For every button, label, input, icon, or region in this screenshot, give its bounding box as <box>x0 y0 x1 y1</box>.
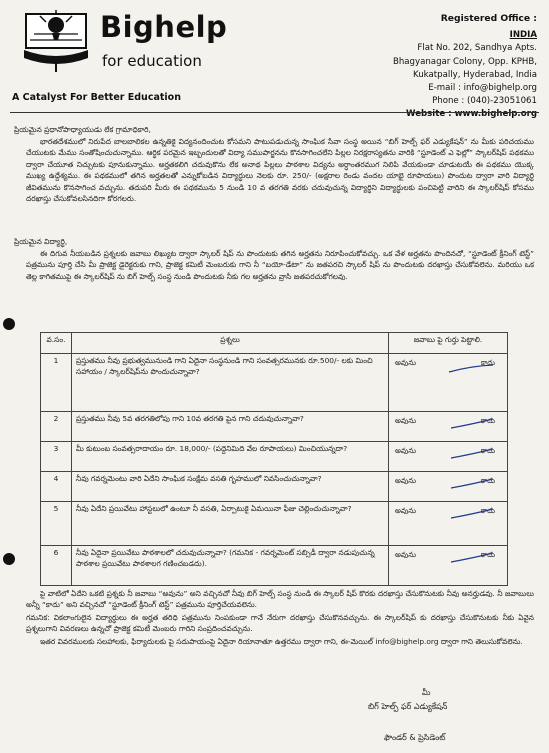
answer-cell[interactable] <box>389 354 508 412</box>
no-option[interactable]: కాదు <box>480 550 495 559</box>
table-row <box>41 472 508 502</box>
yes-option[interactable]: అవును <box>395 476 417 485</box>
table-row <box>41 412 508 442</box>
answer-cell[interactable] <box>389 502 508 546</box>
closing-word: మీ <box>422 688 431 697</box>
contact-paragraph: ఇతర వివరములకు సలహాలకు, ఫిర్యాదులకు పై సదుపాయంపై ఏదైనా రియానాతూ ఉత్తరము ద్వారా గాని, ఈ-మెయిల్ info@bighelp.org ద్వారా గాని తెలుసుకోవలెను. <box>40 637 523 646</box>
office-phone: Phone : (040)-23051061 <box>432 96 537 107</box>
brand-name: Bighelp <box>100 10 228 44</box>
punch-hole <box>3 318 15 330</box>
answer-cell[interactable] <box>389 412 508 442</box>
row-number: 2 <box>41 412 72 442</box>
yes-option[interactable]: అవును <box>395 506 417 515</box>
letterhead-divider <box>10 112 539 113</box>
yes-option[interactable]: అవును <box>395 550 417 559</box>
no-option[interactable]: కాదు <box>480 416 495 425</box>
pen-mark-icon <box>449 552 495 564</box>
pen-mark-icon <box>449 418 495 430</box>
table-row <box>41 354 508 412</box>
answer-cell[interactable] <box>389 546 508 586</box>
pen-mark-icon <box>447 364 495 374</box>
question-text: నీవు గవర్నమెంటు వారి ఏదేని సాంఘిక సంక్షేమ వసతి గృహములో నివసించుచున్నావా? <box>72 472 389 502</box>
yes-option[interactable]: అవును <box>395 358 417 367</box>
question-text: నీవు ఏదేని ప్రయివేటు హాస్టలులో ఉంటూ నీ వసతి, ఏర్పాటుకై ఏమయినా ఫీజు చెల్లించుచున్నావా? <box>72 502 389 546</box>
address-line: Kukatpally, Hyderabad, India <box>413 69 537 80</box>
table-row <box>41 502 508 546</box>
instructions-paragraph: ఈ దిగువ నీయబడిన ప్రశ్నలకు జవాబు లిఖ్యుట ద్వారా స్కాలర్ షిప్ ను పొందుటకు తగిన అర్హతను నిరూపించుకోవచ్చు. ఒక వేళ అర్హతను పొందినచో, “స్టూడెంట్ క్రీనింగ్ టెస్ట్” పత్రమును పూర్తి చేసి మీ ప్రాజెక్ట డైరెక్టరుకు గాని, ప్రాజెక్ట కమిటీ మెంబరుకు గాని నీ “బయో-డేటా” ను జతపరచి స్కాలర్ షిప్ ను పొందుటకు దరఖాస్తు చేసుకోవలెను. మరియు ఒక తెల్ల కాగితముపై ఈ స్కాలర్‌షిప్ ను బిగ్ హెల్ప్ సంస్థ నుండి పొందుటకు నీకు గల అర్హతను వ్రాసి జతపరచుకోగలవు. <box>26 249 534 281</box>
office-title: Registered Office : <box>440 13 537 24</box>
pen-mark-icon <box>449 478 495 490</box>
office-address-block <box>327 12 537 122</box>
row-number: 3 <box>41 442 72 472</box>
table-row <box>41 442 508 472</box>
row-number: 5 <box>41 502 72 546</box>
signatory-org: బిగ్ హెల్ప్ ఫర్ ఎడ్యుకేషన్ <box>368 702 448 711</box>
no-option[interactable]: కాదు <box>480 476 495 485</box>
tagline: A Catalyst For Better Education <box>12 92 181 103</box>
header-answer: జవాబు పై గుర్తు పెట్టాలి. <box>389 333 508 354</box>
office-website: Website : www.bighelp.org <box>406 109 537 120</box>
row-number: 1 <box>41 354 72 412</box>
question-text: ప్రస్తుతము నీవు 5వ తరగతిలోపు గాని 10వ తరగతి పైన గాని చదువుచున్నావా? <box>72 412 389 442</box>
table-header-row <box>41 333 508 354</box>
row-number: 4 <box>41 472 72 502</box>
brand-subtitle: for education <box>102 52 202 70</box>
header-questions: ప్రశ్నలు <box>72 333 389 354</box>
book-lamp-logo-icon <box>20 10 92 76</box>
punch-hole <box>3 553 15 565</box>
office-email: E-mail : info@bighelp.org <box>428 83 537 94</box>
no-option[interactable]: కాదు <box>480 506 495 515</box>
question-text: ప్రస్తుతము నీవు ప్రభుత్వమునుండి గాని ఏదైనా సంస్థనుండి గాని సంవత్సరమునకు రూ.500/- లకు మించి సహాయం / స్కాలర్‌షిప్‌ను పొందుచున్నావా? <box>72 354 389 412</box>
pen-mark-icon <box>449 448 495 460</box>
yes-option[interactable]: అవును <box>395 416 417 425</box>
office-country: INDIA <box>509 30 537 41</box>
header-serial: వ.సం. <box>41 333 72 354</box>
conclusion-paragraph: పై వాటిలో ఏదేని ఒకటి ప్రశ్నకు నీ జవాబు “అవును” అని వచ్చినచో నీవు బిగ్ హెల్ప్ సంస్థ నుండి ఈ స్కాలర్ షిప్ కొరకు దరఖాస్తు చేసుకొనుటకు నీవు అనర్హుడవు. నీ జవాబులు అన్నీ “కాదు” అని వచ్చినచో “స్టూడెంట్ క్రీనింగ్ టెస్ట్” పత్రమును పూర్తిచేయవలెను. <box>26 589 534 610</box>
answer-cell[interactable] <box>389 472 508 502</box>
question-text: నీవు ఏదైనా ప్రయివేటు పాఠశాలలో చదువుచున్నావా? (గమనిక - గవర్నమెంట్ సబ్సిడీ ద్వారా నడుపుచున్న పాఠశాల ప్రయివేటు పాఠశాలగ గణించబడదు). <box>72 546 389 586</box>
address-line: Flat No. 202, Sandhya Apts. <box>417 43 537 54</box>
table-row <box>41 546 508 586</box>
no-option[interactable]: కాదు <box>480 446 495 455</box>
pen-mark-icon <box>449 508 495 520</box>
answer-cell[interactable] <box>389 442 508 472</box>
signatory-title: ఫౌండర్ & ప్రెసిడెంట్ <box>384 733 446 742</box>
salutation-headmaster: ప్రియమైన ప్రధానోపాధ్యాయుడు లేక గ్రామాధికారి, <box>14 125 151 134</box>
note-paragraph: గమనిక: వికలాంగులైన విద్యార్థులు ఈ అర్హత తరిధి పత్రమును నింపకుండా గానే నేరుగా దరఖాస్తు చేసుకొనవచ్చును. ఈ స్కాలర్‌షిప్ కు దరఖాస్తు చేసుకొనుటకు నీకు ఏవైన ప్రశ్నలుగాని వివరణలు ఉన్నచో ప్రాజెక్ట కమిటీ మెంబరు గారిని సంప్రదించవచ్చును. <box>26 613 534 634</box>
address-line: Bhagyanagar Colony, Opp. KPHB, <box>392 56 537 67</box>
eligibility-questions-table <box>40 332 508 586</box>
row-number: 6 <box>41 546 72 586</box>
no-option[interactable]: కాదు <box>480 358 495 367</box>
intro-paragraph: భారతదేశములో నిరుపేద బాలబాలికల ఉన్నతికై విద్యనందించుట కోసమని పాటుపడుచున్న సాంఘిక సేవా సంస్థ అయిన “బిగ్ హెల్ప్ ఫర్ ఎడ్యుకేషన్” ను మీకు పరిచయము చేయుటకు మేము సంతోషించుచున్నాము. ఆర్థిక పరమైన ఇబ్బందులతో విద్యా సముపార్జనను కొనసాగించలేని పిల్లల నిరక్షరాస్యతను వారికి “స్టూడెంట్ ఎ ఫెల్లో” స్కాలర్‌షిప్ పథకము ద్వారా చేయూత నిచ్చుటకు పూనుకున్నాము. అర్హతకలిగి చదువుకొను లేక అనాథ పిల్లలు పాఠశాల విద్యను అర్ధాంతరముగ నిలిపి వేయకుండా చూడుటయే ఈ పథకము యొక్క ముఖ్య ఉద్దేశ్యము. ఈ పథకములో తగిన అర్హతలతో ఎన్నుకోబడిన విద్యార్థులు నెలకు రూ. 250/- (అక్షరాల రెండు వందల యాభై రూపాయలు) పొందుట ద్వారా వారి విద్యార్థి జీవితమును కొనసాగించ వచ్చును. తదుపరి మీరు ఈ పథకమును 5 నుండి 10 వ తరగతి వరకు చదువుచున్న విద్యార్థిని విద్యార్థులకు పంచిపెట్టి వారిని ఈ స్కాలర్‌షిప్ కోసము దరఖాస్తు చేసుకోవలసినదిగా కోరగలరు. <box>26 137 534 204</box>
question-text: మీ కుటుంబ సంవత్సరాదాయం రూ. 18,000/- (పద్దెనిమిది వేల రూపాయలు) మించియున్నదా? <box>72 442 389 472</box>
yes-option[interactable]: అవును <box>395 446 417 455</box>
salutation-student: ప్రియమైన విద్యార్థి, <box>14 237 68 246</box>
